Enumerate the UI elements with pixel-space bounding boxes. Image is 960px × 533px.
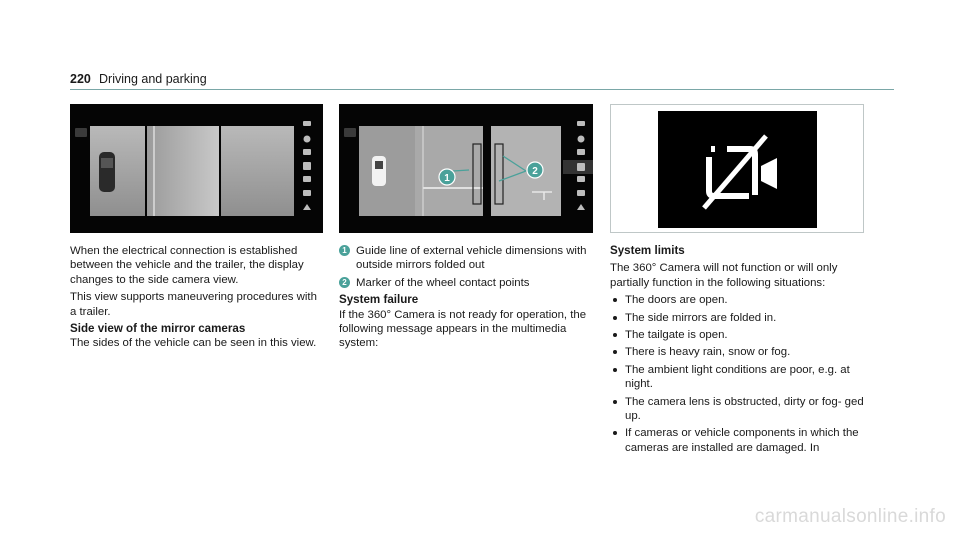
legend-text-1: Guide line of external vehicle dimensions with outside mirrors folded out (356, 245, 587, 272)
guide-lines-screen-image (339, 104, 593, 233)
left-camera-pane (146, 126, 220, 216)
camera-mode-icon (75, 128, 87, 137)
legend-item-2 (339, 276, 594, 290)
list-item: The ambient light conditions are poor, e.g. at night. (610, 363, 865, 392)
heading-side-view: Side view of the mirror cameras (70, 322, 246, 336)
top-view-pane (359, 126, 415, 216)
paragraph-side-view: The sides of the vehicle can be seen in this view. (70, 337, 317, 350)
list-item: The camera lens is obstructed, dirty or fog- ged up. (610, 395, 865, 424)
watermark: carmanualsonline.info (754, 506, 946, 527)
list-item: The tailgate is open. (610, 328, 865, 342)
legend-badge-2: 2 (339, 277, 350, 288)
right-camera-pane (220, 126, 294, 216)
paragraph-maneuvering: This view supports maneuvering procedures with a trailer. (70, 291, 317, 318)
page-number: 220 (70, 72, 91, 86)
list-item: If cameras or vehicle components in which the cameras are installed are damaged. In (610, 426, 865, 455)
figure-side-camera-view (70, 104, 323, 233)
callout-1-label: 1 (444, 173, 450, 184)
side-camera-screen-image (70, 104, 323, 233)
paragraph-system-failure: If the 360° Camera is not ready for operation, the following message appears in the multimedia system: (339, 308, 587, 350)
camera-unavailable-screen-image (611, 105, 863, 232)
paragraph-system-limits: The 360° Camera will not function or will only partially function in the following situations: (610, 262, 838, 289)
list-item: The side mirrors are folded in. (610, 311, 865, 325)
column-right (610, 244, 865, 458)
vehicle-top-icon (372, 156, 386, 186)
heading-system-limits: System limits (610, 244, 685, 257)
section-title: Driving and parking (99, 72, 207, 86)
paragraph-trailer-connection: When the electrical connection is established between the vehicle and the trailer, the display changes to the side camera view. (70, 245, 304, 286)
column-middle (339, 244, 594, 354)
column-left (70, 244, 325, 354)
limits-list (610, 293, 865, 455)
figure-camera-unavailable (610, 104, 864, 233)
callout-2-label: 2 (532, 166, 538, 177)
figure-guide-lines-view (339, 104, 593, 233)
legend-text-2: Marker of the wheel contact points (356, 276, 530, 289)
page-header (70, 70, 894, 90)
top-view-pane (90, 126, 146, 216)
heading-system-failure: System failure (339, 293, 419, 307)
legend-item-1 (339, 244, 594, 273)
list-item: The doors are open. (610, 293, 865, 307)
legend-badge-1: 1 (339, 245, 350, 256)
list-item: There is heavy rain, snow or fog. (610, 345, 865, 359)
